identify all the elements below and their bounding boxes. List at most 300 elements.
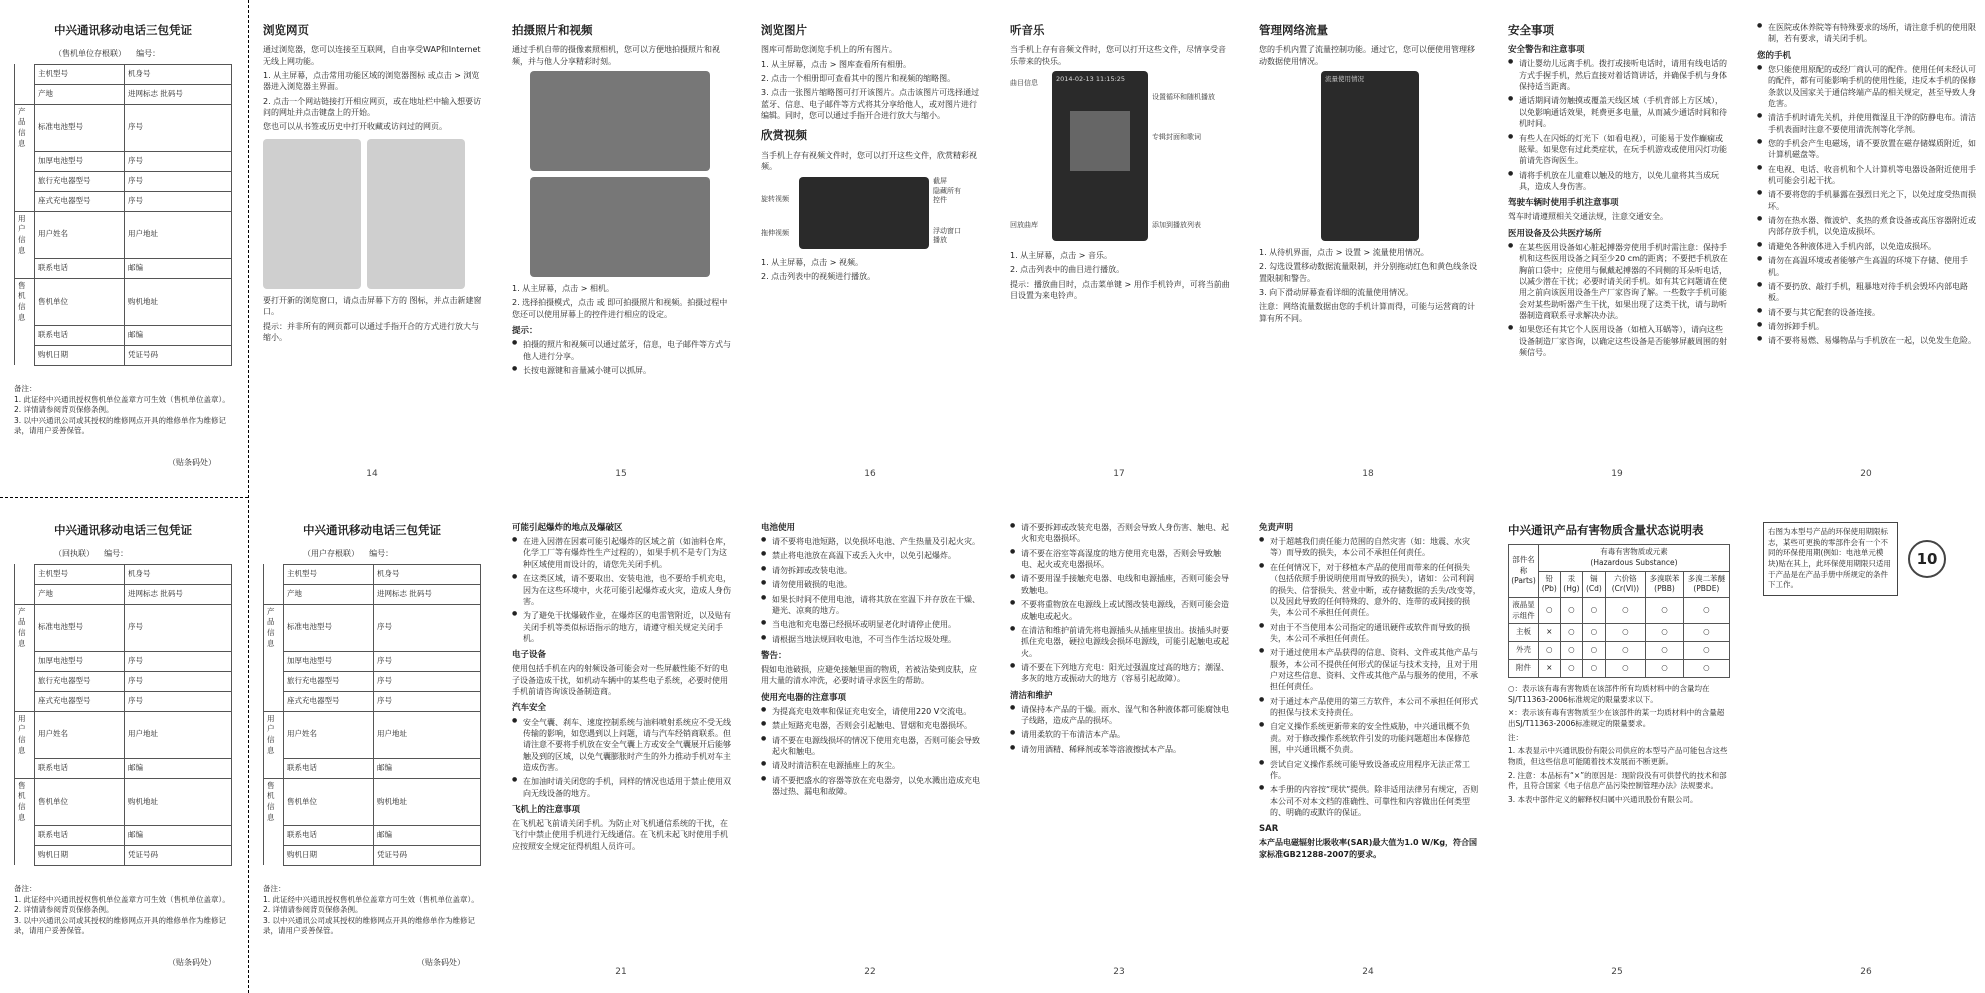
charger-list <box>761 706 983 798</box>
page-music <box>1010 22 1232 492</box>
paragraph: 1. 从待机界面，点击 > 设置 > 流量使用情况。 <box>1259 248 1429 258</box>
page-number: 19 <box>1611 469 1623 479</box>
table-cell <box>15 258 35 278</box>
table-cell: 邮编 <box>125 825 232 845</box>
paragraph: 1. 从主屏幕，点击 > 视频。 <box>761 257 863 267</box>
table-cell: 序号 <box>125 651 232 671</box>
table-cell <box>264 584 284 604</box>
list-item: ● 请让婴幼儿远离手机。拨打或接听电话时，请用有线电话的方式手握手机，然后直接对着话筒讲话，并确保手机与身体保持适当距离。 <box>1508 58 1730 92</box>
table-cell: ○ <box>1539 642 1561 660</box>
table-cell: 序号 <box>374 651 481 671</box>
table-cell: 进网标志 批码号 <box>374 584 481 604</box>
list-item: ● 在这类区域，请不要取出、安装电池，也不要给手机充电，因为在这些环境中，火花可能引起爆炸或火灾，造成人身伤害。 <box>512 573 734 607</box>
table-cell <box>264 564 284 584</box>
page-safety-continued <box>1757 22 1979 492</box>
table-cell: 标准电池型号 <box>35 604 125 651</box>
table-cell <box>264 651 284 671</box>
data-usage-screenshot <box>1321 71 1419 241</box>
table-cell <box>15 671 35 691</box>
table-cell: 序号 <box>125 104 232 151</box>
table-cell: 主板 <box>1509 624 1539 642</box>
table-cell: 序号 <box>374 604 481 651</box>
table-row <box>15 691 232 711</box>
table-row <box>15 171 232 191</box>
page-number: 23 <box>1113 967 1125 977</box>
list-item: ● 拍摄的照片和视频可以通过蓝牙，信息，电子邮件等方式与他人进行分享。 <box>512 339 734 362</box>
table-cell: 产地 <box>35 84 125 104</box>
list-item: ● 您只能使用原配的或经厂商认可的配件。使用任何未经认可的配件，都有可能影响手机的使用性能，违反本手机的保修条款以及国家关于通信终端产品的相关规定，甚至导致人身危害。 <box>1757 64 1979 109</box>
safety-list <box>1508 58 1730 192</box>
table-row <box>15 825 232 845</box>
warranty-title: 中兴通讯移动电话三包凭证 <box>54 523 192 537</box>
list-item: ● 请将手机放在儿童难以触及的地方，以免儿童将其当成玩具，造成人身伤害。 <box>1508 170 1730 193</box>
list-item: ● 如果您还有其它个人医用设备（如植入耳蜗等），请向这些设备制造厂家咨询，以确定这些设备是否能够屏蔽周围的射频信号。 <box>1508 324 1730 358</box>
list-item: ● 请勿用酒精、稀释剂或苯等溶液擦拭本产品。 <box>1010 744 1232 755</box>
list-item: ● 在进入因潜在因素可能引起爆炸的区域之前（如油料仓库，化学工厂等有爆炸性生产过程的），如果手机不是专门为这种区域使用而设计的，请您先关闭手机。 <box>512 536 734 570</box>
table-cell: 联系电话 <box>35 758 125 778</box>
table-cell: 邮编 <box>125 258 232 278</box>
page-browse-web <box>263 22 485 492</box>
hazard-table <box>1508 544 1730 678</box>
section-title: 管理网络流量 <box>1259 23 1328 37</box>
table-cell: 联系电话 <box>35 825 125 845</box>
safety-list <box>512 717 734 800</box>
list-item: ● 请不要用湿手接触充电器、电线和电源插座，否则可能会导致触电。 <box>1010 573 1232 596</box>
page-number: 17 <box>1113 469 1125 479</box>
paragraph: 驾车时请遵照相关交通法规，注意交通安全。 <box>1508 212 1668 222</box>
page-number: 22 <box>864 967 876 977</box>
warranty-table <box>14 564 232 866</box>
table-row <box>15 584 232 604</box>
table-cell: ○ <box>1560 624 1583 642</box>
table-cell: ○ <box>1605 642 1646 660</box>
section-title: 浏览图片 <box>761 23 807 37</box>
music-player-image <box>1052 71 1148 241</box>
table-cell: 序号 <box>125 691 232 711</box>
table-row <box>264 564 481 584</box>
tip-text: 提示：播放曲目时，点击菜单键 > 用作手机铃声，可将当前曲目设置为来电铃声。 <box>1010 279 1230 301</box>
note-line: 3. 本表中部件定义的解释权归属中兴通讯股份有限公司。 <box>1508 794 1698 804</box>
table-cell: ○ <box>1683 624 1729 642</box>
table-cell: ○ <box>1583 597 1605 623</box>
table-cell: 序号 <box>125 604 232 651</box>
music-player-figure <box>1010 71 1232 246</box>
list-item: ● 清洁手机时请先关机，并使用微湿且干净的防静电布。清洁手机表面时注意不要使用清洗剂等化学剂。 <box>1757 112 1979 135</box>
table-row <box>15 845 232 865</box>
note-line: 2. 注意：本品标有“×”的原因是：现阶段没有可供替代的技术和部件，且符合国家《电子信息产品污染控制管理办法》法规要求。 <box>1508 770 1727 791</box>
table-cell: 旅行充电器型号 <box>284 671 374 691</box>
table-row <box>264 758 481 778</box>
table-cell: ○ <box>1560 597 1583 623</box>
table-cell: 用户姓名 <box>35 711 125 758</box>
table-header: 六价铬(Cr(VI)) <box>1605 571 1646 597</box>
table-cell <box>264 691 284 711</box>
page-charger-cleaning <box>1010 522 1232 992</box>
figure-label: 截屏 <box>933 176 947 185</box>
camera-photo-image <box>530 71 710 171</box>
subsection-title: SAR <box>1259 824 1279 835</box>
warranty-notes: 备注： 1. 此证经中兴通讯授权售机单位盖章方可生效（售机单位盖章）。 2. 详情请参阅背页保修条例。 3. 以中兴通讯公司或其授权的维修网点开具的维修单作为维修记录，请用户妥善保管。 <box>14 383 230 436</box>
table-row <box>15 711 232 758</box>
phone-care-list <box>1757 64 1979 347</box>
table-header: 部件名称(Parts) <box>1509 545 1539 598</box>
warranty-table <box>14 64 232 366</box>
table-cell: 联系电话 <box>284 758 374 778</box>
note-line: ○：表示该有毒有害物质在该部件所有均质材料中的含量均在SJ/T11363-2006标准规定的限量要求以下。 <box>1508 684 1710 704</box>
table-cell: 购机地址 <box>374 778 481 825</box>
table-cell <box>264 845 284 865</box>
subsection-title: 飞机上的注意事项 <box>512 805 581 816</box>
table-cell <box>15 845 35 865</box>
table-cell: 邮编 <box>125 758 232 778</box>
paragraph: 1. 从主屏幕，点击 > 图库查看所有相册。 <box>761 59 911 69</box>
table-cell: ○ <box>1583 660 1605 678</box>
paragraph: 2. 点击一个网站链接打开相应网页，或在地址栏中输入想要访问的网址并点击键盘上的开始。 <box>263 96 482 118</box>
list-item: ● 在加油时请关闭您的手机，同样的情况也适用于禁止使用双向无线设备的地方。 <box>512 776 734 799</box>
figure-label: 旋转视频 <box>761 194 789 203</box>
page-hazard-table <box>1508 522 1730 992</box>
table-cell: 机身号 <box>125 564 232 584</box>
note-line: 1. 本表显示中兴通讯股份有限公司供应的本型号产品可能包含这些物质，但这些信息可能随着技术发展而不断更新。 <box>1508 746 1728 767</box>
warranty-card-seller <box>14 22 232 492</box>
browser-screenshot-image <box>263 139 361 289</box>
table-cell: 售机单位 <box>35 278 125 325</box>
tip-list <box>512 339 734 376</box>
table-cell: 用户姓名 <box>284 711 374 758</box>
table-header: 多溴二苯醚(PBDE) <box>1683 571 1729 597</box>
table-cell <box>15 564 35 584</box>
table-cell: ○ <box>1605 660 1646 678</box>
figure-label: 专辑封面和歌词 <box>1152 133 1201 142</box>
list-item: ● 不要将重物放在电源线上或试图改装电源线，否则可能会造成触电或起火。 <box>1010 599 1232 622</box>
section-title: 中兴通讯产品有害物质含量状态说明表 <box>1508 523 1704 537</box>
warranty-card-user <box>263 522 481 992</box>
table-row <box>15 325 232 345</box>
camera-video-image <box>530 177 710 277</box>
list-item: ● 请勿在高温环境或者能够产生高温的环境下存储、使用手机。 <box>1757 255 1979 278</box>
table-header <box>1539 545 1730 571</box>
note-text: 注意：网络流量数据由您的手机计算而得，可能与运营商的计算有所不同。 <box>1259 302 1475 323</box>
list-item: ● 尝试自定义操作系统可能导致设备或应用程序无法正常工作。 <box>1259 759 1481 782</box>
table-cell: ○ <box>1605 624 1646 642</box>
table-row <box>264 671 481 691</box>
list-item: ● 请勿使用破损的电池。 <box>761 579 983 590</box>
table-row <box>264 604 481 651</box>
subsection-title: 医用设备及公共医疗场所 <box>1508 228 1602 239</box>
page-safety <box>1508 22 1730 492</box>
list-item: ● 请不要拆卸或改装充电器，否则会导致人身伤害、触电、起火和充电器损坏。 <box>1010 522 1232 545</box>
list-item: ● 有些人在闪烁的灯光下（如看电视），可能易于发作癫痫或眩晕。如果您有过此类症状，在玩手机游戏或使用闪灯功能前请先咨询医生。 <box>1508 133 1730 167</box>
table-cell: ○ <box>1583 642 1605 660</box>
subsection-title: 您的手机 <box>1757 50 1792 61</box>
table-cell: 产地 <box>35 584 125 604</box>
list-item: ● 您的手机会产生电磁场，请不要放置在磁存储媒质附近，如计算机磁盘等。 <box>1757 138 1979 161</box>
barcode-placeholder: （贴条码处） <box>417 958 465 968</box>
subsection-title: 免责声明 <box>1259 523 1294 533</box>
table-header: 汞(Hg) <box>1560 571 1583 597</box>
header-line: 有毒有害物质或元素 <box>1600 547 1668 557</box>
list-item: ● 本手册的内容按“现状”提供。除非适用法律另有规定，否则本公司不对本文档的准确性、可靠性和内容做出任何类型的、明确的或默许的保证。 <box>1259 784 1481 818</box>
table-cell: 售机信息 <box>15 278 35 325</box>
list-item: ● 请勿拆卸或改装电池。 <box>761 565 983 576</box>
list-item: ● 请根据当地法规回收电池，不可当作生活垃圾处理。 <box>761 634 983 645</box>
paragraph: 使用包括手机在内的射频设备可能会对一些屏蔽性能不好的电子设备造成干扰，如机动车辆中的某些电子系统，必要时使用手机前请咨询该设备制造商。 <box>512 664 728 697</box>
table-cell: 购机地址 <box>125 278 232 325</box>
table-cell: 邮编 <box>125 325 232 345</box>
section-title: 拍摄照片和视频 <box>512 23 593 37</box>
table-header-row <box>1509 545 1730 571</box>
table-cell: 凭证号码 <box>125 845 232 865</box>
table-row <box>15 64 232 84</box>
table-cell: ○ <box>1539 597 1561 623</box>
table-cell: × <box>1539 660 1561 678</box>
list-item: ● 在任何情况下，对于移植本产品的使用而带来的任何损失（包括依照手册说明使用而导致的损失），诸如：公司利润的损失、信誉损失、营业中断，或存储数据的丢失/改变等，以及因此导致的任何特殊的、意外的、连带的或间接的损失，本公司不承担任何责任。 <box>1259 562 1481 619</box>
browser-screenshot-image <box>367 139 465 289</box>
warranty-subtitle: （售机单位存根联） 编号： <box>54 49 161 59</box>
table-cell: 标准电池型号 <box>35 104 125 151</box>
safety-list <box>512 536 734 644</box>
table-cell: 联系电话 <box>35 325 125 345</box>
paragraph: 1. 从主屏幕，点击 > 音乐。 <box>1010 251 1112 261</box>
cut-line-horizontal <box>0 497 248 498</box>
table-cell: 产品信息 <box>15 104 35 151</box>
table-row <box>264 584 481 604</box>
page-number: 16 <box>864 469 876 479</box>
list-item: ● 请勿在热水器、微波炉、炙热的煮食设备或高压容器附近或内部存放手机，以免造成损坏。 <box>1757 215 1979 238</box>
table-header-row <box>1509 571 1730 597</box>
table-cell: 外壳 <box>1509 642 1539 660</box>
subsection-title: 汽车安全 <box>512 703 547 714</box>
page-disclaimer <box>1259 522 1481 992</box>
table-row <box>15 211 232 258</box>
barcode-placeholder: （贴条码处） <box>168 458 216 468</box>
table-cell: 用户地址 <box>374 711 481 758</box>
table-cell: 座式充电器型号 <box>284 691 374 711</box>
table-row <box>15 604 232 651</box>
table-cell: 用户地址 <box>125 211 232 258</box>
table-row <box>1509 597 1730 623</box>
table-cell: ○ <box>1560 660 1583 678</box>
paragraph: 3. 向下滑动屏幕查看详细的流量使用情况。 <box>1259 288 1414 298</box>
table-cell: 售机单位 <box>35 778 125 825</box>
table-cell: ○ <box>1683 597 1729 623</box>
subsection-title: 驾驶车辆时使用手机注意事项 <box>1508 198 1619 209</box>
subsection-title: 电池使用 <box>761 523 796 533</box>
table-cell <box>15 151 35 171</box>
note-line: ×：表示该有毒有害物质至少在该部件的某一均质材料中的含量超出SJ/T11363-2006标准规定的限量要求。 <box>1508 708 1725 729</box>
table-cell: 序号 <box>374 671 481 691</box>
table-row <box>15 758 232 778</box>
paragraph: 2. 选择拍摄模式，点击 或 即可拍摄照片和视频。拍摄过程中您还可以使用屏幕上的控件进行相应的设定。 <box>512 298 728 319</box>
table-cell: 附件 <box>1509 660 1539 678</box>
note-line: 注： <box>1508 732 1523 742</box>
warranty-title: 中兴通讯移动电话三包凭证 <box>54 23 192 37</box>
table-cell: 机身号 <box>374 564 481 584</box>
table-row <box>15 278 232 325</box>
table-row <box>1509 624 1730 642</box>
table-cell: ○ <box>1683 660 1729 678</box>
figure-label: 添加到播放列表 <box>1152 221 1201 230</box>
header-line: (Hazardous Substance) <box>1590 557 1678 567</box>
list-item: ● 在某些医用设备如心脏起搏器旁使用手机时需注意：保持手机和这些医用设备之间至少20 cm的距离；不要把手机放在胸前口袋中；应使用与佩戴起搏器的不同侧的耳朵听电话，以减少潜在干扰；必要时请关闭手机。如有其它问题请在使用之前向该医用设备生产厂家咨询了解。一些数字手机可能会对某些助听器产生干扰，如果出现了这类干扰，请与助听器制造商联系寻求解决办法。 <box>1508 242 1730 322</box>
screenshot-title: 流量使用情况 <box>1325 75 1364 84</box>
paragraph: 2. 勾选设置移动数据流量限制，并分别拖动红色和黄色线条设置限制和警告。 <box>1259 262 1478 283</box>
table-cell: 产地 <box>284 584 374 604</box>
section-title: 听音乐 <box>1010 23 1045 37</box>
table-cell: ○ <box>1683 642 1729 660</box>
list-item: ● 当电池和充电器已经损坏或明显老化时请停止使用。 <box>761 619 983 630</box>
list-item: ● 在清洁和维护前请先将电源插头从插座里拔出。拔插头时要抓住充电器，硬拉电源线会损坏电源线，可能引起触电或起火。 <box>1010 625 1232 659</box>
table-cell: 座式充电器型号 <box>35 691 125 711</box>
table-row <box>15 564 232 584</box>
table-cell: ○ <box>1646 660 1683 678</box>
table-cell <box>15 651 35 671</box>
list-item: ● 请不要与其它配套的设备连接。 <box>1757 307 1979 318</box>
barcode-placeholder: （贴条码处） <box>168 958 216 968</box>
paragraph: 2. 点击列表中的曲目进行播放。 <box>1010 265 1125 275</box>
list-item: ● 请用柔软的干布清洁本产品。 <box>1010 729 1232 740</box>
warranty-card-repair <box>14 522 232 992</box>
table-row <box>15 104 232 151</box>
table-cell: 售机信息 <box>15 778 35 825</box>
list-item: ● 请不要在下列地方充电：阳光过强温度过高的地方；潮湿、多灰的地方或振动大的地方（容易引起故障）。 <box>1010 662 1232 685</box>
list-item: ● 请不要在浴室等高湿度的地方使用充电器，否则会导致触电、起火或充电器损坏。 <box>1010 548 1232 571</box>
list-item: ● 请不要将易燃、易爆物品与手机放在一起，以免发生危险。 <box>1757 335 1979 346</box>
table-cell: 联系电话 <box>35 258 125 278</box>
list-item: ● 请勿拆卸手机。 <box>1757 321 1979 332</box>
paragraph: 当手机上存有音频文件时，您可以打开这些文件，尽情享受音乐带来的快乐。 <box>1010 45 1226 66</box>
warranty-notes: 备注： 1. 此证经中兴通讯授权售机单位盖章方可生效（售机单位盖章）。 2. 详情请参阅背页保修条例。 3. 以中兴通讯公司或其授权的维修网点开具的维修单作为维修记录，请用户妥善保管。 <box>263 883 479 936</box>
table-cell: 序号 <box>125 191 232 211</box>
list-item: ● 请不要扔放、敲打手机，粗暴地对待手机会毁坏内部电路板。 <box>1757 281 1979 304</box>
table-cell: 进网标志 批码号 <box>125 584 232 604</box>
table-cell: × <box>1539 624 1561 642</box>
table-cell: 序号 <box>125 671 232 691</box>
page-explosive-areas <box>512 522 734 992</box>
table-cell <box>15 691 35 711</box>
table-row <box>264 651 481 671</box>
table-row <box>264 825 481 845</box>
warranty-subtitle: （回执联） 编号： <box>54 549 129 559</box>
table-cell: 售机信息 <box>264 778 284 825</box>
paragraph: 假如电池破损，应避免接触里面的物质，若被沾染到皮肤，应用大量的清水冲洗，必要时请寻求医生的帮助。 <box>761 665 977 686</box>
table-cell: 用户地址 <box>125 711 232 758</box>
figure-label: 拖伸视频 <box>761 228 789 237</box>
page-number: 15 <box>615 469 627 479</box>
cleaning-list <box>1010 704 1232 755</box>
table-row <box>15 258 232 278</box>
table-cell: 用户信息 <box>15 711 35 758</box>
list-item: ● 长按电源键和音量减小键可以抓屏。 <box>512 365 734 376</box>
section-title: 欣赏视频 <box>761 128 807 143</box>
table-cell <box>264 671 284 691</box>
figure-label: 回放曲库 <box>1010 221 1038 230</box>
table-row <box>15 151 232 171</box>
paragraph: 通过浏览器，您可以连接至互联网，自由享受WAP和Internet无线上网功能。 <box>263 45 481 66</box>
page-eco-label <box>1757 522 1979 992</box>
paragraph: 2. 点击列表中的视频进行播放。 <box>761 271 876 281</box>
table-cell: ○ <box>1646 624 1683 642</box>
list-item: ● 对于通过使用本产品获得的信息、资料、文件或其他产品与服务，本公司不提供任何形式的保证与技术支持，且对于用户对这些信息、资料、文件或其他产品与服务的使用，不承担任何责任。 <box>1259 647 1481 692</box>
page-number: 24 <box>1362 967 1374 977</box>
list-item: ● 如果长时间不使用电池，请将其放在室温下并存放在干燥、避光、凉爽的地方。 <box>761 594 983 617</box>
table-cell: 购机日期 <box>35 845 125 865</box>
list-item: ● 在电视、电话、收音机和个人计算机等电器设备附近使用手机可能会引起干扰。 <box>1757 164 1979 187</box>
list-item: ● 请不要把盛水的容器等放在充电器旁，以免水溅出造成充电器过热、漏电和故障。 <box>761 775 983 798</box>
table-cell <box>264 758 284 778</box>
table-cell: 购机日期 <box>35 345 125 365</box>
table-cell: 座式充电器型号 <box>35 191 125 211</box>
table-cell: 购机日期 <box>284 845 374 865</box>
table-cell <box>15 345 35 365</box>
album-cover <box>1070 111 1130 171</box>
paragraph: 当手机上存有视频文件时，您可以打开这些文件，欣赏精彩视频。 <box>761 150 977 172</box>
table-row <box>264 778 481 825</box>
table-cell: 用户信息 <box>264 711 284 758</box>
safety-list <box>1757 22 1979 45</box>
figure-label: 设置循环和随机播放 <box>1152 93 1215 102</box>
warranty-notes: 备注： 1. 此证经中兴通讯授权售机单位盖章方可生效（售机单位盖章）。 2. 详情请参阅背页保修条例。 3. 以中兴通讯公司或其授权的维修网点开具的维修单作为维修记录，请用户妥善保管。 <box>14 883 230 936</box>
subsection-title: 可能引起爆炸的地点及爆破区 <box>512 523 623 533</box>
table-cell: 产品信息 <box>264 604 284 651</box>
browser-screenshots <box>263 139 485 289</box>
table-cell: 邮编 <box>374 825 481 845</box>
disclaimer-list <box>1259 536 1481 818</box>
table-row <box>1509 660 1730 678</box>
table-header: 镉(Cd) <box>1583 571 1605 597</box>
table-cell: 加厚电池型号 <box>35 151 125 171</box>
table-row <box>264 691 481 711</box>
table-cell: 凭证号码 <box>374 845 481 865</box>
eco-label-box: 右图为本型号产品的环保使用期限标志，某些可更换的零部件会有一个不同的环保使用期(例如：电池单元模块)贴在其上，此环保使用期限只适用于产品是在产品手册中所规定的条件下工作。 <box>1763 522 1898 596</box>
page-number: 14 <box>366 469 378 479</box>
table-header: 多溴联苯(PBB) <box>1646 571 1683 597</box>
table-row <box>15 84 232 104</box>
tip-heading: 提示： <box>512 326 538 337</box>
table-row <box>15 671 232 691</box>
video-player-image <box>799 177 929 249</box>
table-cell <box>264 825 284 845</box>
table-header: 铅(Pb) <box>1539 571 1561 597</box>
table-cell: 进网标志 批码号 <box>125 84 232 104</box>
page-battery <box>761 522 983 992</box>
table-cell: 产品信息 <box>15 604 35 651</box>
paragraph: 3. 点击一张图片缩略图可打开该图片。点击该图片可选择通过蓝牙、信息、电子邮件等方式将其分享给他人，或对图片进行编辑。同时，您可以通过手指开合进行放大与缩小。 <box>761 88 980 121</box>
table-cell <box>15 584 35 604</box>
page-number: 20 <box>1860 469 1872 479</box>
list-item: ● 在医院或休养院等有特殊要求的场所，请注意手机的使用限制，若有要求，请关闭手机。 <box>1757 22 1979 45</box>
list-item: ● 请及时清洁积在电源插座上的灰尘。 <box>761 760 983 771</box>
warranty-subtitle: （用户存根联） 编号： <box>303 549 394 559</box>
figure-label: 曲目信息 <box>1010 79 1038 88</box>
table-row <box>264 711 481 758</box>
list-item: ● 为提高充电效率和保证充电安全，请使用220 V交流电。 <box>761 706 983 717</box>
figure-label: 浮动窗口播放 <box>933 226 961 245</box>
table-cell <box>15 84 35 104</box>
table-cell: 售机单位 <box>284 778 374 825</box>
list-item: ● 请不要在电源线损坏的情况下使用充电器，否则可能会导致起火和触电。 <box>761 735 983 758</box>
safety-list <box>1508 242 1730 359</box>
list-item: ● 对于通过本产品使用的第三方软件，本公司不承担任何形式的担保与技术支持责任。 <box>1259 696 1481 719</box>
table-cell <box>15 758 35 778</box>
table-cell: ○ <box>1560 642 1583 660</box>
table-row <box>264 845 481 865</box>
table-cell: ○ <box>1583 624 1605 642</box>
table-cell: 旅行充电器型号 <box>35 671 125 691</box>
paragraph: 1. 从主屏幕，点击常用功能区域的浏览器图标 或点击 > 浏览器进入浏览器主界面。 <box>263 71 480 92</box>
paragraph: 图库可帮助您浏览手机上的所有图片。 <box>761 45 897 55</box>
subsection-title: 使用充电器的注意事项 <box>761 692 847 703</box>
